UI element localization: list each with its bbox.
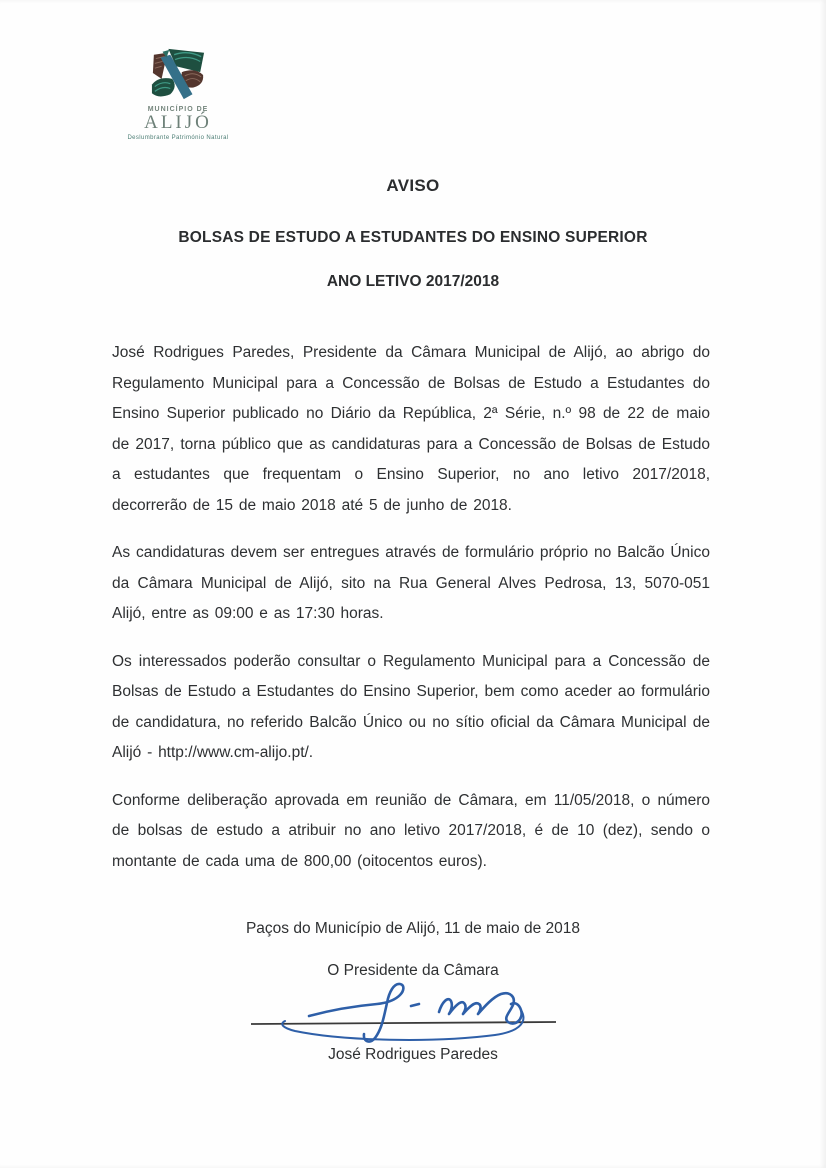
paragraph-2: As candidaturas devem ser entregues através de formulário próprio no Balcão Único da Câmara Municipal de Alijó, sito na Rua General Alves Pedrosa, 13, 5070-051 Alijó, entre as 09:00 e as 17:30 horas. bbox=[112, 544, 710, 622]
signer-title: O Presidente da Câmara bbox=[327, 962, 499, 979]
municipal-logo bbox=[118, 46, 238, 141]
signature-block bbox=[243, 976, 563, 1048]
signer-name: José Rodrigues Paredes bbox=[328, 1046, 498, 1063]
notice-title: AVISO bbox=[386, 176, 440, 195]
signature-ink bbox=[282, 984, 523, 1042]
paragraph-4: Conforme deliberação aprovada em reunião de Câmara, em 11/05/2018, o número de bolsas de estudo a atribuir no ano letivo 2017/2018, é de 10 (dez), sendo o montante de cada uma de 800,00 (oitocentos euros). bbox=[112, 791, 710, 870]
logo-org-small: MUNICÍPIO DE bbox=[147, 106, 209, 113]
notice-year: ANO LETIVO 2017/2018 bbox=[326, 273, 500, 290]
paragraph-3: Os interessados poderão consultar o Regulamento Municipal para a Concessão de Bolsas de Estudo a Estudantes do Ensino Superior, bem como aceder ao formulário de candidatura, no referido Balcão Único ou no sítio oficial da Câmara Municipal de Alijó - http://www.cm-alijo.pt/. bbox=[112, 652, 710, 761]
logo-tagline: Deslumbrante Património Natural bbox=[127, 134, 229, 141]
signature-image bbox=[243, 976, 563, 1048]
notice-subtitle: BOLSAS DE ESTUDO A ESTUDANTES DO ENSINO SUPERIOR bbox=[178, 229, 648, 246]
alijo-logo-mark bbox=[149, 46, 207, 102]
notice-headings bbox=[0, 176, 826, 291]
paragraph-1: José Rodrigues Paredes, Presidente da Câmara Municipal de Alijó, ao abrigo do Regulamento Municipal para a Concessão de Bolsas de Estudo a Estudantes do Ensino Superior publicado no Diário da República, 2ª Série, n.º 98 de 22 de maio de 2017, torna público que as candidaturas para a Concessão de Bolsas de Estudo a estudantes que frequentam o Ensino Superior, no ano letivo 2017/2018, decorrerão de 15 de maio 2018 até 5 de junho de 2018. bbox=[112, 344, 710, 514]
logo-org-name: ALIJÓ bbox=[144, 112, 212, 133]
place-date-line: Paços do Município de Alijó, 11 de maio de 2018 bbox=[245, 920, 581, 937]
notice-body bbox=[112, 338, 710, 894]
